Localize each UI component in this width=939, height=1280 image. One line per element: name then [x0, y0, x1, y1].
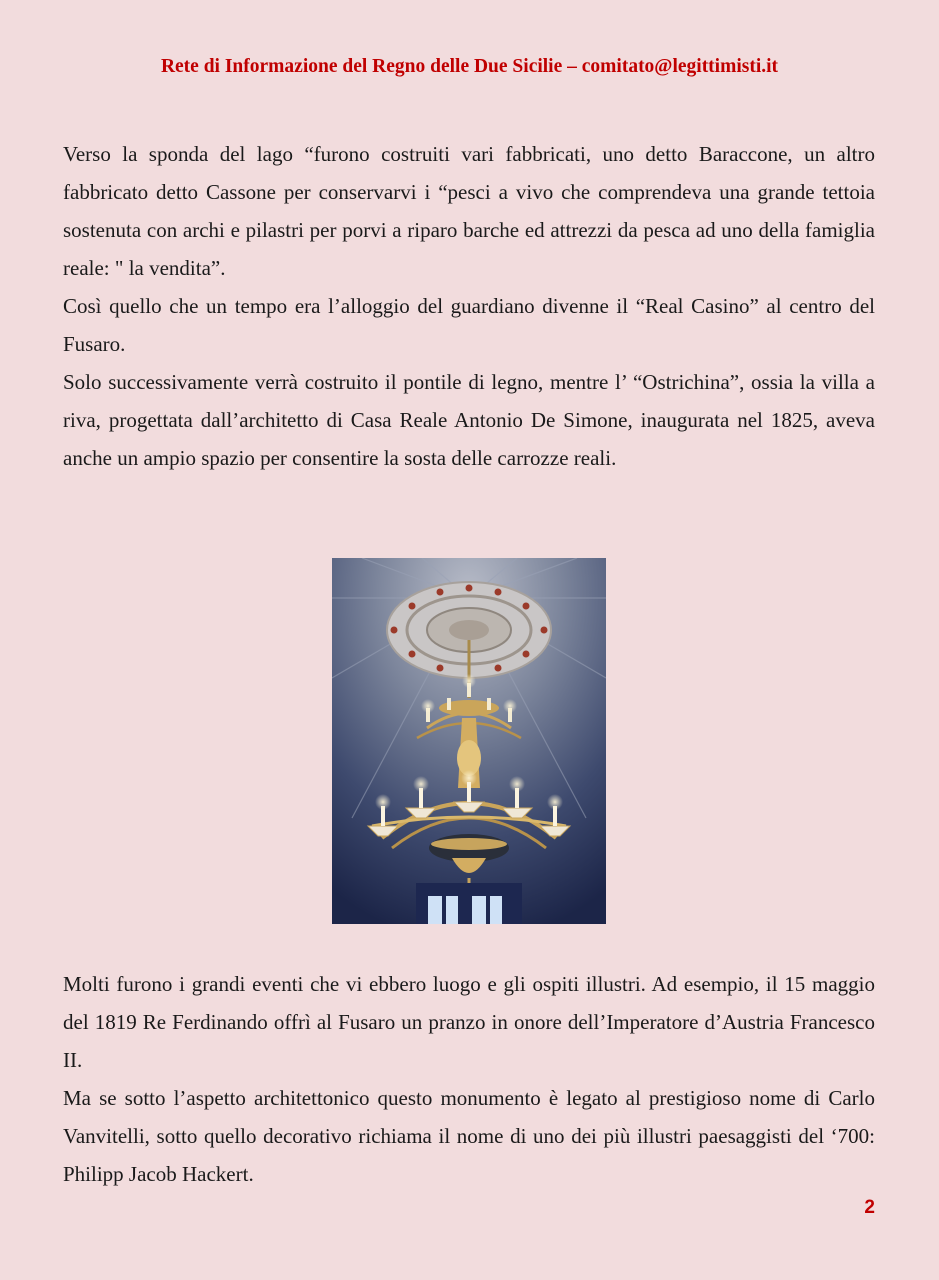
page-number: 2	[864, 1197, 875, 1218]
body-text-bottom	[63, 965, 875, 1193]
paragraph: Verso la sponda del lago “furono costruiti vari fabbricati, uno detto Baraccone, un altro fabbricato detto Cassone per conservarvi i “pesci a vivo che comprendeva una grande tettoia sostenuta con archi e pilastri per porvi a riparo barche ed attrezzi da pesca ad uno della famiglia reale: " la vendita”.	[63, 142, 875, 280]
paragraph: Molti furono i grandi eventi che vi ebbero luogo e gli ospiti illustri. Ad esempio, il 15 maggio del 1819 Re Ferdinando offrì al Fusaro un pranzo in onore dell’Imperatore d’Austria Francesco II.	[63, 972, 875, 1072]
paragraph: Ma se sotto l’aspetto architettonico questo monumento è legato al prestigioso nome di Carlo Vanvitelli, sotto quello decorativo richiama il nome di uno dei più illustri paesaggisti del ‘700: Philipp Jacob Hackert.	[63, 1086, 875, 1186]
paragraph: Solo successivamente verrà costruito il pontile di legno, mentre l’ “Ostrichina”, ossia la villa a riva, progettata dall’architetto di Casa Reale Antonio De Simone, inaugurata nel 1825, aveva anche un ampio spazio per consentire la sosta delle carrozze reali.	[63, 370, 875, 470]
chandelier-photo	[332, 558, 606, 924]
page-header: Rete di Informazione del Regno delle Due Sicilie – comitato@legittimisti.it	[160, 56, 779, 77]
paragraph: Così quello che un tempo era l’alloggio del guardiano divenne il “Real Casino” al centro del Fusaro.	[63, 294, 875, 356]
body-text-top	[63, 135, 875, 477]
